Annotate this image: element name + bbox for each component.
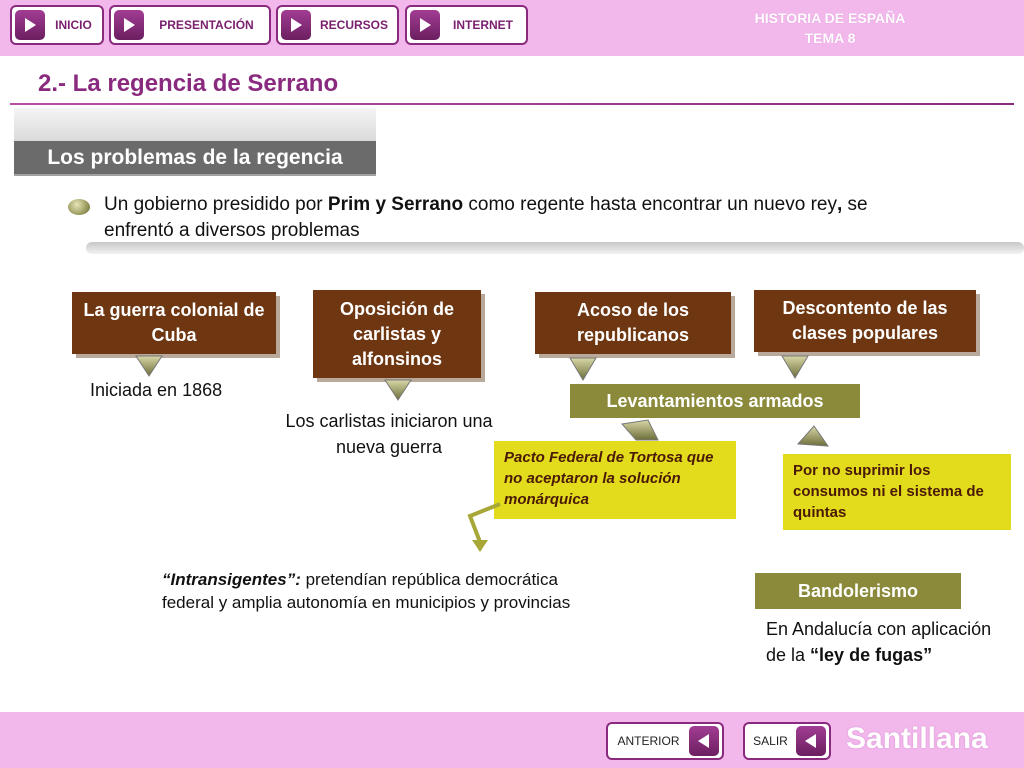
nav-internet-button[interactable]	[405, 5, 528, 45]
intransigentes-label: “Intransigentes”:	[162, 570, 301, 589]
course-unit: TEMA 8	[804, 30, 856, 46]
play-icon	[15, 10, 45, 40]
nav-presentacion-button[interactable]	[109, 5, 271, 45]
intransigentes-description: pretendían república democrática federal y amplia autonomía en municipios y provincias	[162, 570, 571, 612]
play-icon	[281, 10, 311, 40]
back-arrow-icon	[689, 726, 719, 756]
ley-de-fugas-emphasis: “ley de fugas”	[810, 645, 933, 665]
publisher-logo: Santillana	[846, 722, 988, 755]
label-levantamientos: Levantamientos armados	[570, 384, 860, 418]
label-bandolerismo: Bandolerismo	[755, 573, 961, 609]
title-divider	[10, 103, 1014, 105]
intro-text-part: Un gobierno presidido por	[104, 194, 328, 215]
nav-recursos-button[interactable]	[276, 5, 399, 45]
box-oposicion: Oposición de carlistas y alfonsinos	[313, 290, 481, 378]
play-icon	[410, 10, 440, 40]
box-consumos-quintas: Por no suprimir los consumos ni el sistema de quintas	[783, 454, 1011, 530]
box-guerra-cuba: La guerra colonial de Cuba	[72, 292, 276, 354]
anterior-label: ANTERIOR	[617, 734, 680, 748]
diagonal-arrow-icon	[620, 418, 660, 442]
anterior-button[interactable]	[606, 722, 724, 760]
intro-underline-shadow	[86, 242, 1024, 254]
down-arrow-icon	[780, 354, 810, 380]
bandolerismo-description: En Andalucía con aplicación de la	[766, 619, 992, 665]
bullet-icon	[68, 199, 90, 215]
note-cuba: Iniciada en 1868	[90, 380, 223, 400]
course-subject: HISTORIA DE ESPAÑA	[754, 10, 906, 26]
intransigentes-text	[162, 568, 582, 614]
nav-internet-label: INTERNET	[453, 18, 513, 32]
course-brand	[740, 8, 920, 48]
salir-label: SALIR	[753, 734, 788, 748]
intro-text-part: se enfrentó a diversos problemas	[104, 194, 868, 241]
play-icon	[114, 10, 144, 40]
box-acoso-republicanos: Acoso de los republicanos	[535, 292, 731, 354]
box-descontento: Descontento de las clases populares	[754, 290, 976, 352]
diagonal-arrow-icon	[796, 424, 830, 450]
back-arrow-icon	[796, 726, 826, 756]
nav-recursos-label: RECURSOS	[319, 18, 388, 32]
bandolerismo-text	[766, 616, 1006, 668]
intro-emphasis: Prim y Serrano	[327, 194, 464, 215]
down-arrow-icon	[383, 378, 413, 402]
page-title: 2.- La regencia de Serrano	[38, 70, 339, 97]
nav-presentacion-label: PRESENTACIÓN	[159, 18, 254, 32]
box-pacto-tortosa: Pacto Federal de Tortosa que no aceptaron la solución monárquica	[494, 441, 736, 519]
section-header: Los problemas de la regencia	[14, 141, 376, 174]
note-carlistas: Los carlistas iniciaron una nueva guerra	[285, 411, 493, 457]
salir-button[interactable]	[743, 722, 831, 760]
nav-inicio-label: INICIO	[55, 18, 92, 32]
intro-emphasis: ,	[837, 194, 843, 215]
down-arrow-icon	[134, 354, 164, 378]
down-arrow-icon	[568, 356, 598, 382]
intro-text-part: como regente hasta encontrar un nuevo rey	[463, 194, 837, 215]
intro-text	[104, 192, 904, 244]
bent-arrow-icon	[460, 498, 504, 556]
nav-inicio-button[interactable]	[10, 5, 104, 45]
